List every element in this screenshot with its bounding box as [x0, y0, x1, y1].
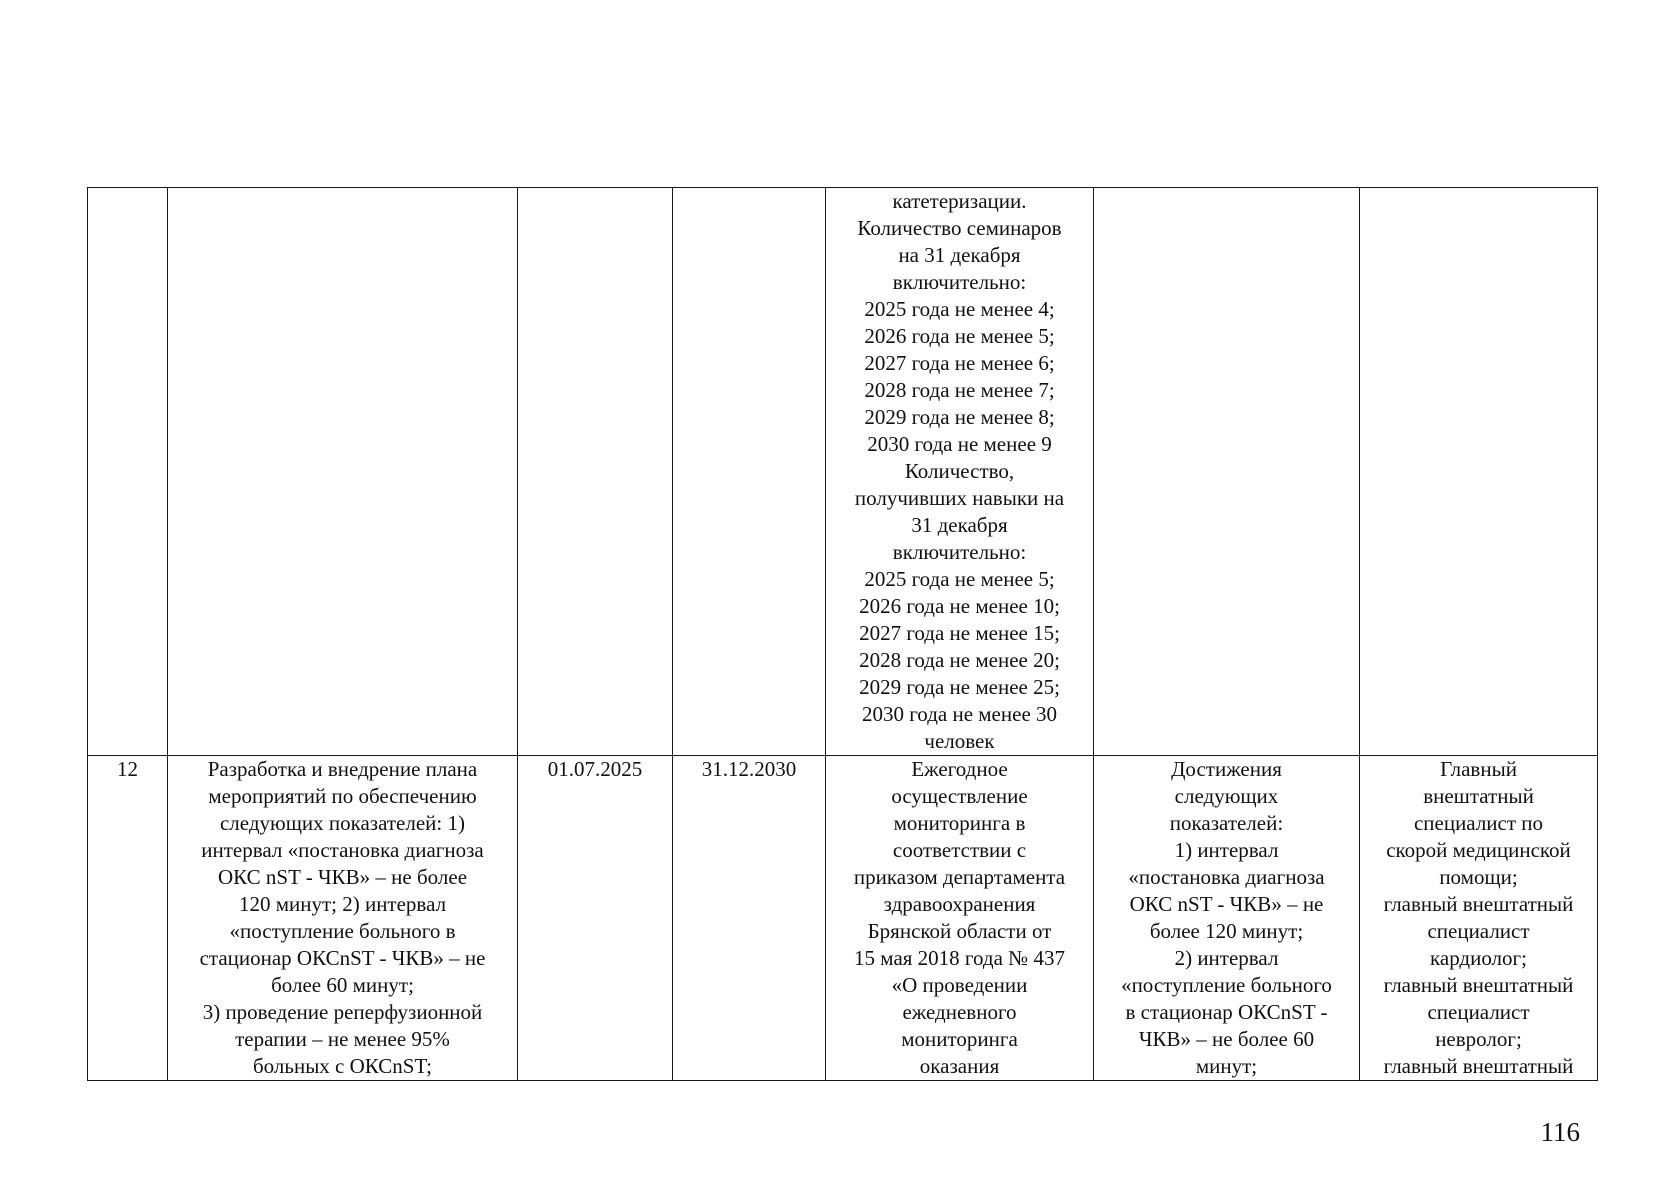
page-number: 116: [1540, 1117, 1580, 1147]
measures-table: [87, 187, 1598, 1081]
cell-start-date: 01.07.2025: [518, 756, 673, 1081]
cell-responsible: Главный внештатный специалист по скорой медицинской помощи; главный внештатный специалист кардиолог; главный внештатный специалист невролог; главный внештатный: [1360, 756, 1598, 1081]
cell-row-number: 12: [88, 756, 168, 1081]
table-row-12: [88, 756, 1598, 1081]
cell-end-date-empty: [673, 188, 826, 756]
cell-result: Достижения следующих показателей: 1) интервал «постановка диагноза ОКС nST - ЧКВ» – не более 120 минут; 2) интервал «поступление больного в стационар ОКСnST - ЧКВ» – не более 60 минут;: [1094, 756, 1360, 1081]
cell-responsible-empty: [1360, 188, 1598, 756]
table-row-continuation: [88, 188, 1598, 756]
cell-description-continuation: катетеризации. Количество семинаров на 31 декабря включительно: 2025 года не менее 4; 2026 года не менее 5; 2027 года не менее 6; 2028 года не менее 7; 2029 года не менее 8; 2030 года не менее 9 Количество, получивших навыки на 31 декабря включительно: 2025 года не менее 5; 2026 года не менее 10; 2027 года не менее 15; 2028 года не менее 20; 2029 года не менее 25; 2030 года не менее 30 человек: [826, 188, 1094, 756]
cell-result-empty: [1094, 188, 1360, 756]
cell-number-empty: [88, 188, 168, 756]
cell-measure: Разработка и внедрение плана мероприятий по обеспечению следующих показателей: 1) интервал «постановка диагноза ОКС nST - ЧКВ» – не более 120 минут; 2) интервал «поступление больного в стационар ОКСnST - ЧКВ» – не более 60 минут; 3) проведение реперфузионной терапии – не менее 95% больных с ОКСnST;: [168, 756, 518, 1081]
cell-end-date: 31.12.2030: [673, 756, 826, 1081]
cell-description: Ежегодное осуществление мониторинга в соответствии с приказом департамента здравоохранения Брянской области от 15 мая 2018 года № 437 «О проведении ежедневного мониторинга оказания: [826, 756, 1094, 1081]
cell-measure-empty: [168, 188, 518, 756]
cell-start-date-empty: [518, 188, 673, 756]
